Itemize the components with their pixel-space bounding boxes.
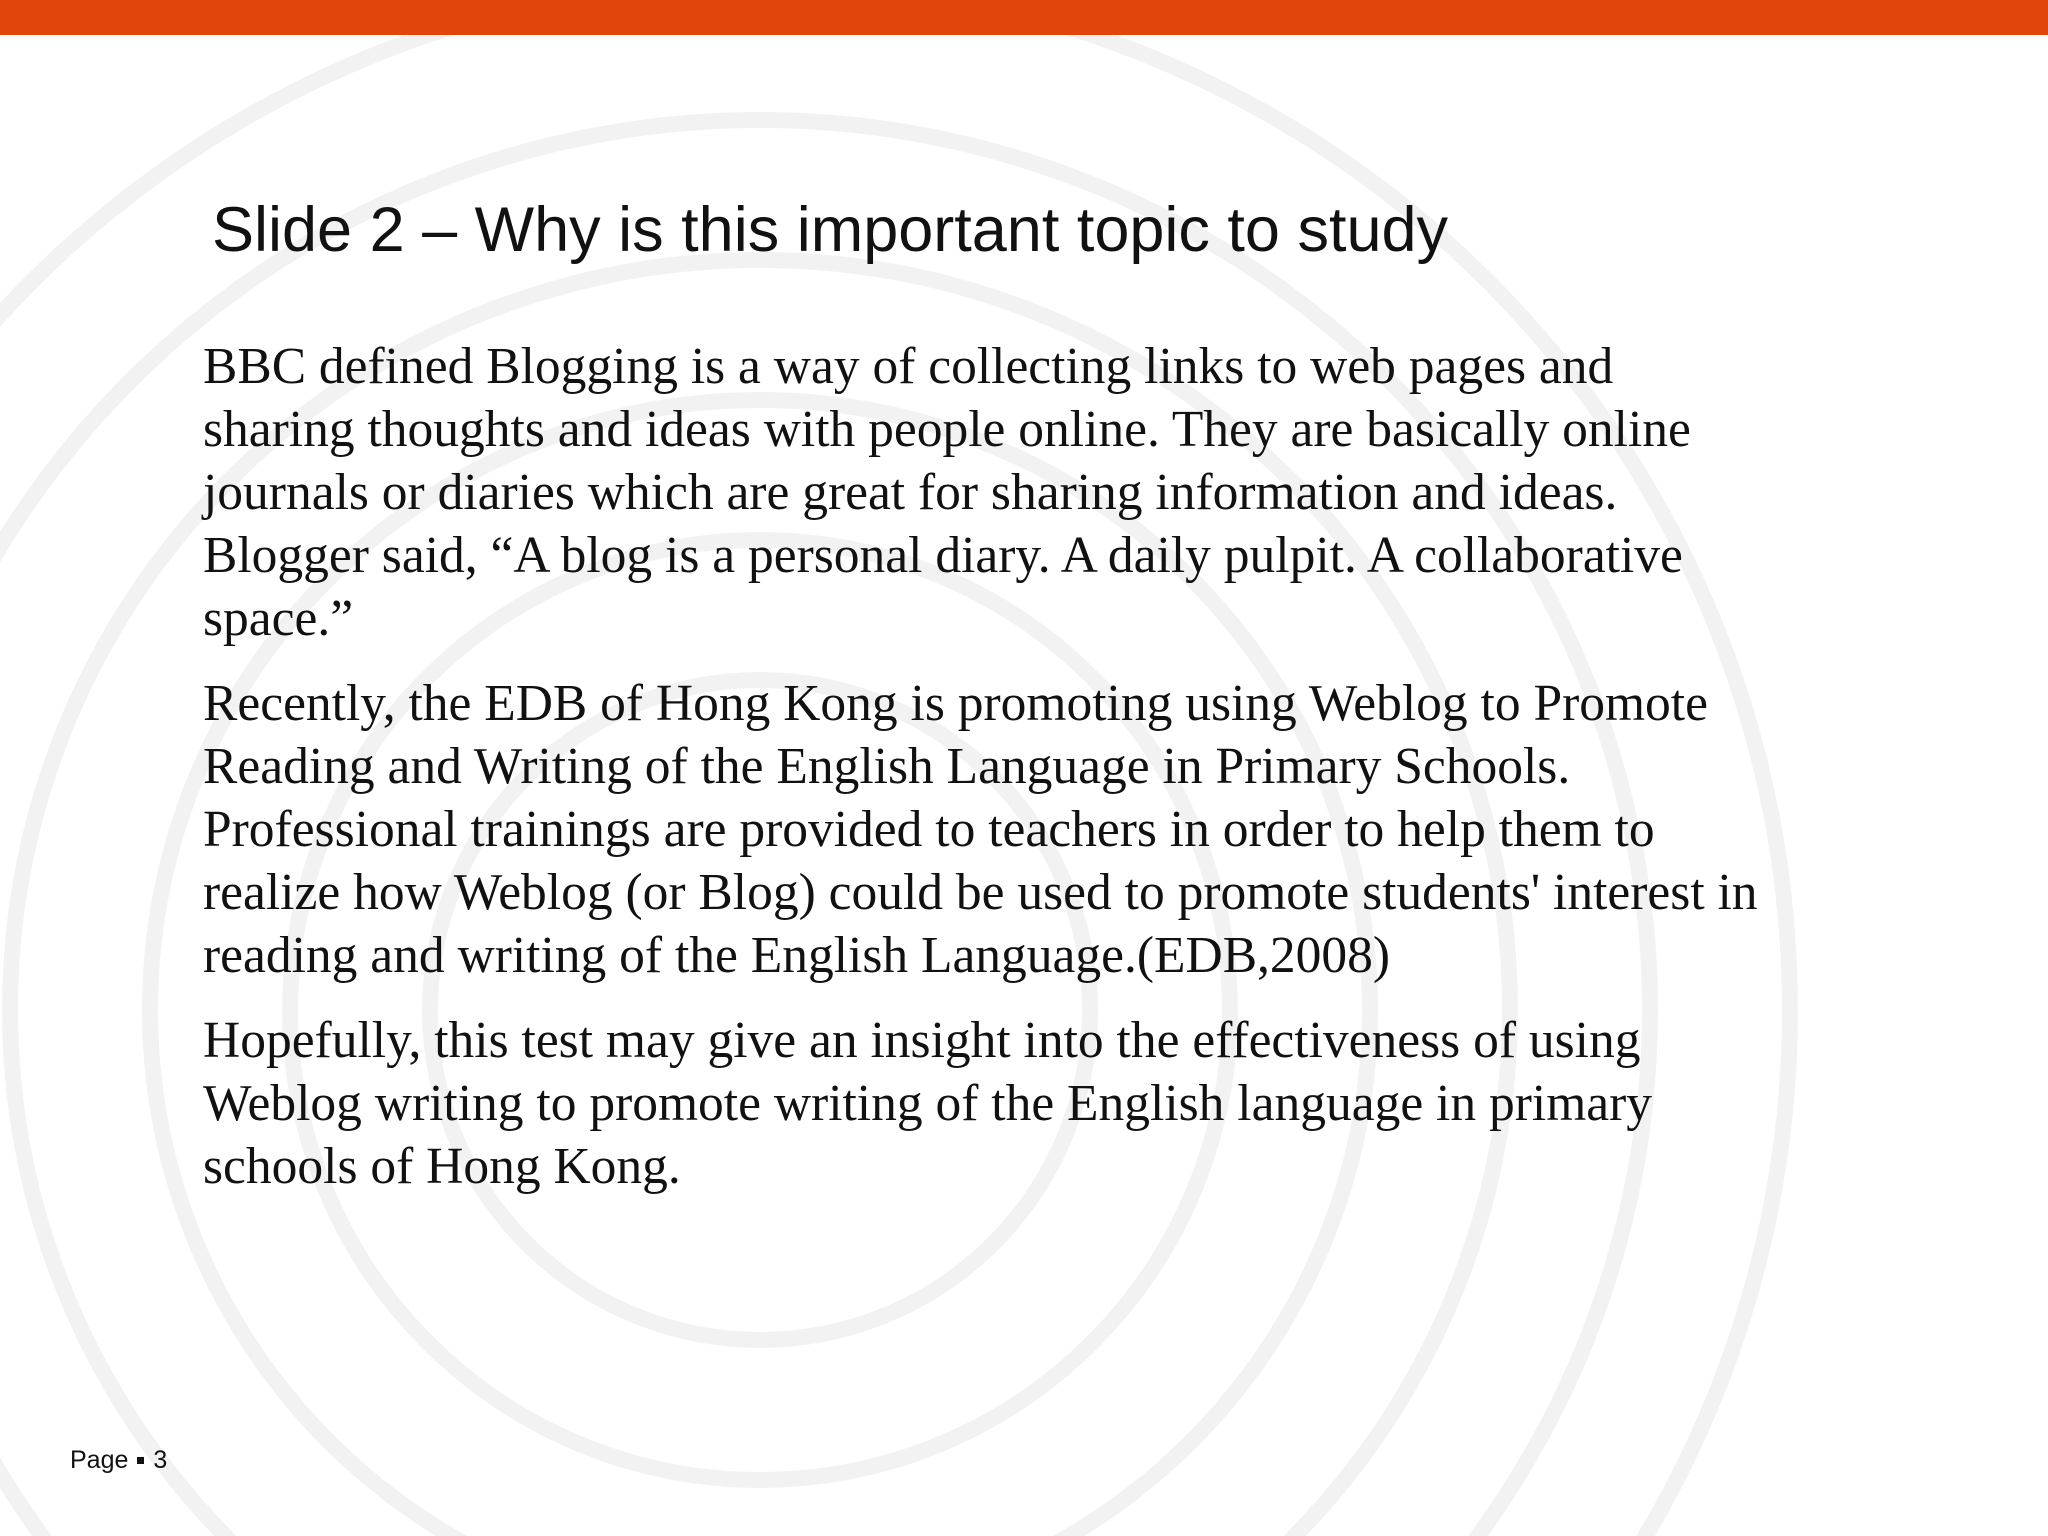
body-paragraph-2: Recently, the EDB of Hong Kong is promoting using Weblog to Promote Reading and Writing of the English Language in Primary Schools. Professional trainings are provided to teachers in order to help them to realize how Weblog (or Blog) could be used to promote students' interest in reading and writing of the English Language.(EDB,2008): [203, 675, 1758, 984]
page-number: 3: [153, 1446, 168, 1474]
slide-body: [203, 335, 1763, 1220]
body-paragraph-1: BBC defined Blogging is a way of collecting links to web pages and sharing thoughts and ideas with people online. They are basically online journals or diaries which are great for sharing information and ideas. Blogger said, “A blog is a personal diary. A daily pulpit. A collaborative space.”: [203, 338, 1691, 647]
slide-title: Slide 2 – Why is this important topic to study: [212, 195, 1449, 265]
body-paragraph-3: Hopefully, this test may give an insight into the effectiveness of using Weblog writing to promote writing of the English language in primary schools of Hong Kong.: [203, 1012, 1653, 1195]
square-bullet-icon: [137, 1457, 144, 1464]
top-accent-bar: [0, 0, 2048, 35]
page-label: Page: [70, 1446, 129, 1474]
page-footer: [70, 1446, 167, 1475]
